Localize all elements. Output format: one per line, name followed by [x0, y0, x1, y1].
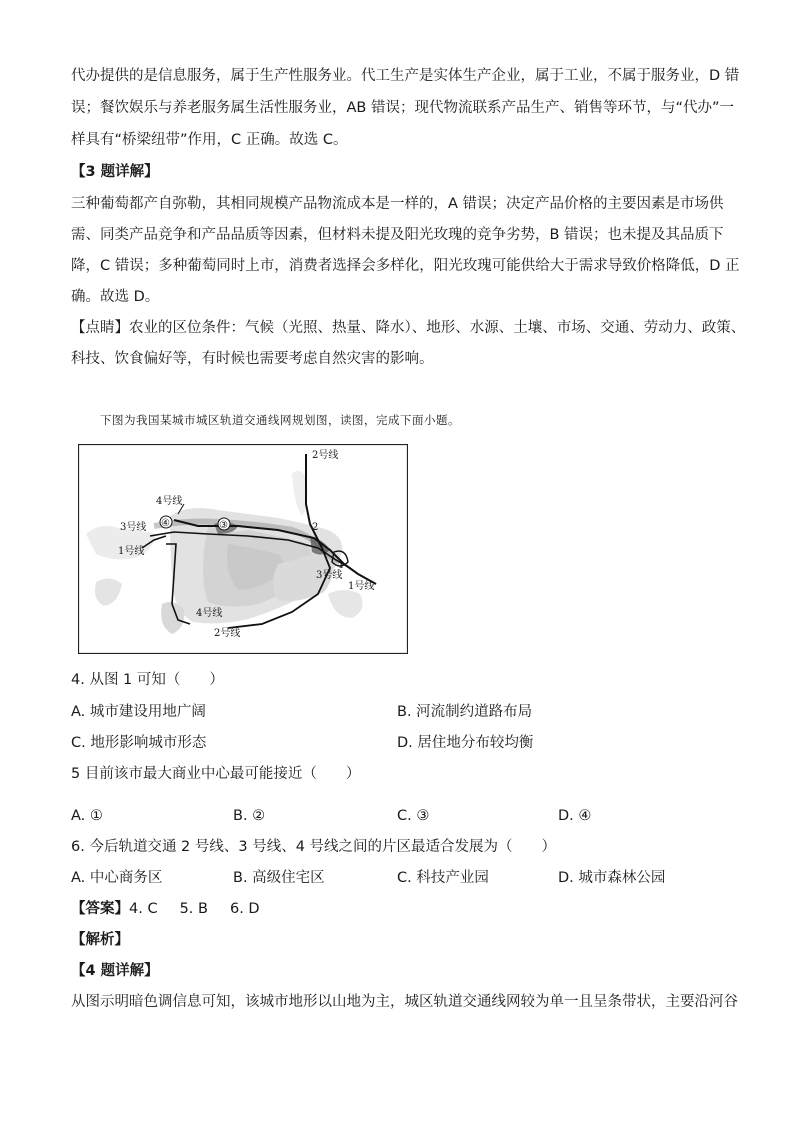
- q5-option-a: A. ①: [71, 808, 103, 824]
- figure-caption: 下图为我国某城市城区轨道交通线网规划图，读图，完成下面小题。: [100, 413, 460, 427]
- answer-label: 【答案】: [71, 901, 129, 917]
- map-label-line4-bottom: 4号线: [196, 608, 223, 619]
- question-4-stem: 4. 从图 1 可知（ ）: [71, 672, 224, 688]
- paragraph-line: 【点睛】农业的区位条件：气候（光照、热量、降水）、地形、水源、土壤、市场、交通、劳动力、政策、: [71, 320, 746, 336]
- q5-option-d: D. ④: [558, 808, 592, 824]
- q4-option-c: C. 地形影响城市形态: [71, 735, 207, 751]
- map-label-line3-right: 3号线: [316, 570, 343, 581]
- q4-option-a: A. 城市建设用地广阔: [71, 704, 206, 720]
- paragraph-line: 确。故选 D。: [71, 289, 160, 305]
- q5-option-b: B. ②: [233, 808, 266, 824]
- answer-4: 4. C: [129, 901, 158, 917]
- q6-option-a: A. 中心商务区: [71, 870, 163, 886]
- answer-6: 6. D: [229, 901, 260, 917]
- paragraph-line: 误；餐饮娱乐与养老服务属生活性服务业，AB 错误；现代物流联系产品生产、销售等环节，与“代办”一: [71, 100, 734, 116]
- paragraph-line: 样具有“桥梁纽带”作用，C 正确。故选 C。: [71, 132, 348, 148]
- map-label-line2-bottom: 2号线: [214, 628, 241, 639]
- q5-option-c: C. ③: [397, 808, 430, 824]
- paragraph-line: 代办提供的是信息服务，属于生产性服务业。代工生产是实体生产企业，属于工业，不属于服务业，D 错: [71, 68, 740, 84]
- q6-option-b: B. 高级住宅区: [233, 870, 325, 886]
- map-label-line2-top: 2号线: [312, 450, 339, 461]
- question-6-stem: 6. 今后轨道交通 2 号线、3 号线、4 号线之间的片区最适合发展为（ ）: [71, 839, 557, 855]
- q4-option-b: B. 河流制约道路布局: [397, 704, 533, 720]
- map-marker-3: ③: [219, 520, 228, 531]
- answer-5: 5. B: [179, 901, 208, 917]
- paragraph-line: 需、同类产品竞争和产品品质等因素，但材料未提及阳光玫瑰的竞争劣势，B 错误；也未提及其品质下: [71, 227, 724, 243]
- map-label-line1-left: 1号线: [118, 546, 145, 557]
- map-marker-2: 2: [312, 522, 319, 533]
- question-5-stem: 5 目前该市最大商业中心最可能接近（ ）: [71, 766, 361, 782]
- paragraph-line: 从图示明暗色调信息可知，该城市地形以山地为主，城区轨道交通线网较为单一且呈条带状，主要沿河谷: [71, 994, 738, 1010]
- map-marker-4: ④: [161, 518, 170, 529]
- analysis-label: 【解析】: [71, 932, 129, 948]
- map-label-line1-right: 1号线: [348, 581, 375, 592]
- paragraph-line: 科技、饮食偏好等，有时候也需要考虑自然灾害的影响。: [71, 351, 434, 367]
- paragraph-line: 降，C 错误；多种葡萄同时上市，消费者选择会多样化，阳光玫瑰可能供给大于需求导致价格降低，D 正: [71, 258, 740, 274]
- q6-option-d: D. 城市森林公园: [558, 870, 666, 886]
- section-heading: 【4 题详解】: [71, 963, 159, 979]
- map-marker-1: 1: [338, 560, 345, 571]
- paragraph-line: 三种葡萄都产自弥勒，其相同规模产品物流成本是一样的，A 错误；决定产品价格的主要因素是市场供: [71, 196, 724, 212]
- rail-transit-map: [78, 444, 408, 654]
- q6-option-c: C. 科技产业园: [397, 870, 489, 886]
- q4-option-d: D. 居住地分布较均衡: [397, 735, 534, 751]
- section-heading: 【3 题详解】: [71, 164, 159, 180]
- map-label-line4-top: 4号线: [156, 496, 183, 507]
- answer-row: [71, 899, 282, 919]
- map-label-line3-left: 3号线: [120, 522, 147, 533]
